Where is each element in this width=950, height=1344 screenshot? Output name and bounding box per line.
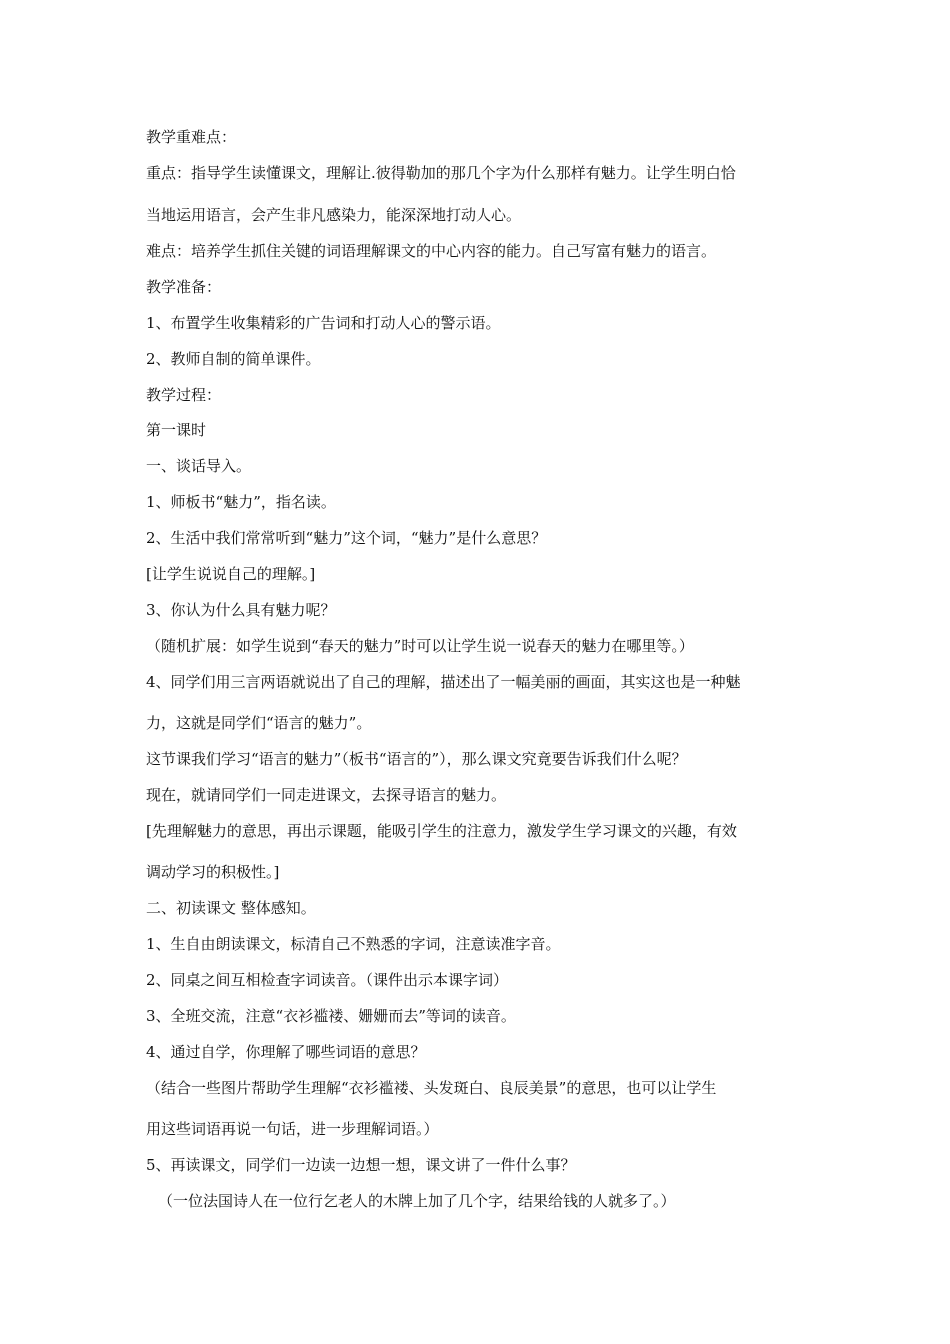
list-item-reading-1: 1、生自由朗读课文，标清自己不熟悉的字词，注意读准字音。 [146, 935, 561, 953]
list-item-intro-1: 1、师板书“魅力”，指名读。 [146, 493, 336, 511]
heading-key-points: 教学重难点： [146, 128, 237, 146]
list-item-preparation-2: 2、教师自制的简单课件。 [146, 350, 321, 368]
paragraph-topic-intro: 这节课我们学习“语言的魅力”（板书“语言的”），那么课文究竟要告诉我们什么呢？ [146, 750, 687, 768]
list-item-intro-3: 3、你认为什么具有魅力呢？ [146, 601, 336, 619]
list-item-intro-2: 2、生活中我们常常听到“魅力”这个词，“魅力”是什么意思？ [146, 529, 547, 547]
list-item-preparation-1: 1、布置学生收集精彩的广告词和打动人心的警示语。 [146, 314, 501, 332]
note-intro-2: [让学生说说自己的理解。] [146, 565, 316, 583]
list-item-reading-3: 3、全班交流，注意“衣衫褴褛、姗姗而去”等词的读音。 [146, 1007, 516, 1025]
list-item-intro-4-line-1: 4、同学们用三言两语就说出了自己的理解，描述出了一幅美丽的画面，其实这也是一种魅 [146, 673, 741, 691]
section-heading-intro: 一、谈话导入。 [146, 457, 252, 475]
paragraph-key-point-line-2: 当地运用语言，会产生非凡感染力，能深深地打动人心。 [146, 206, 522, 224]
paragraph-difficult-point: 难点：培养学生抓住关键的词语理解课文的中心内容的能力。自己写富有魅力的语言。 [146, 242, 717, 260]
note-reading-4-line-1: （结合一些图片帮助学生理解“衣衫褴褛、头发斑白、良辰美景”的意思，也可以让学生 [146, 1079, 717, 1097]
heading-process: 教学过程： [146, 386, 222, 404]
section-heading-first-reading: 二、初读课文 整体感知。 [146, 899, 316, 917]
list-item-intro-4-line-2: 力，这就是同学们“语言的魅力”。 [146, 714, 372, 732]
note-reading-5: （一位法国诗人在一位行乞老人的木牌上加了几个字，结果给钱的人就多了。） [158, 1192, 676, 1210]
note-intro-3: （随机扩展：如学生说到“春天的魅力”时可以让学生说一说春天的魅力在哪里等。） [146, 637, 694, 655]
heading-preparation: 教学准备： [146, 278, 222, 296]
list-item-reading-2: 2、同桌之间互相检查字词读音。（课件出示本课字词） [146, 971, 509, 989]
paragraph-enter-text: 现在，就请同学们一同走进课文，去探寻语言的魅力。 [146, 786, 507, 804]
heading-first-lesson: 第一课时 [146, 421, 207, 439]
note-reading-4-line-2: 用这些词语再说一句话，进一步理解词语。） [146, 1120, 439, 1138]
list-item-reading-5: 5、再读课文，同学们一边读一边想一想，课文讲了一件什么事？ [146, 1156, 576, 1174]
note-purpose-line-2: 调动学习的积极性。] [146, 863, 280, 881]
note-purpose-line-1: [先理解魅力的意思，再出示课题，能吸引学生的注意力，激发学生学习课文的兴趣，有效 [146, 822, 737, 840]
list-item-reading-4: 4、通过自学，你理解了哪些词语的意思？ [146, 1043, 426, 1061]
paragraph-key-point-line-1: 重点：指导学生读懂课文，理解让.彼得勒加的那几个字为什么那样有魅力。让学生明白恰 [146, 164, 736, 182]
